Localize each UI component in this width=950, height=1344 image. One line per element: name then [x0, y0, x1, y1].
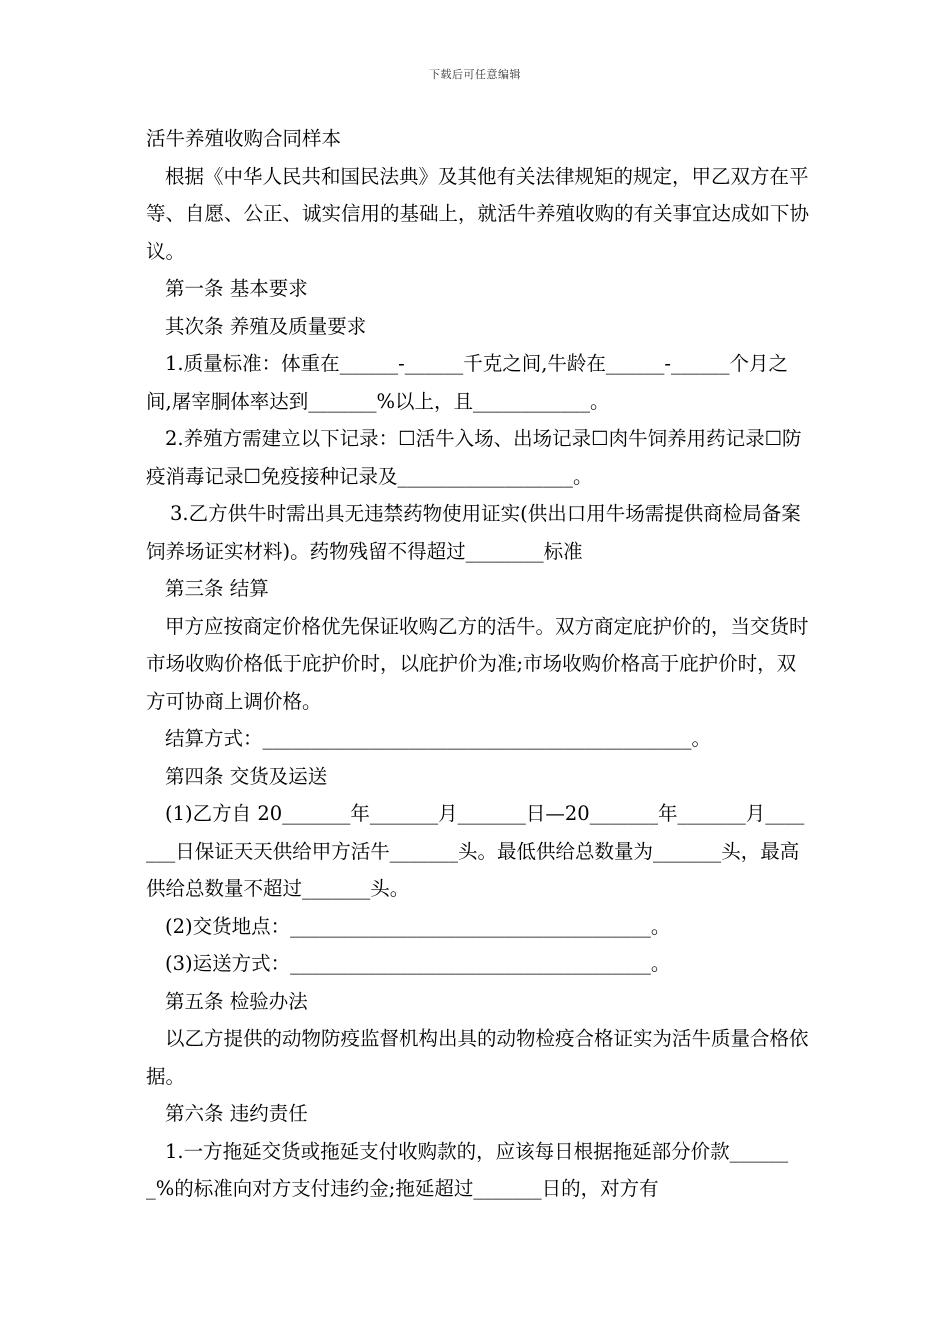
article-4-item-3: (3)运送方式：_____________________________________。 [165, 952, 671, 975]
article-4-item-1: (1)乙方自 20_______年_______月_______日—20_______年_______月_______日保证天天供给甲方活牛_______头。最低供给总数量为_______头，最高供给总数量不超过_______头。 [146, 802, 805, 900]
document-title: 活牛养殖收购合同样本 [146, 127, 342, 150]
article-6-item-1: 1.一方拖延交货或拖延支付收购款的，应该每日根据拖延部分价款_______%的标准向对方支付违约金;拖延超过_______日的，对方有 [146, 1139, 789, 1200]
contract-body [146, 120, 810, 1208]
article-1-heading: 第一条 基本要求 [165, 277, 308, 300]
preamble-paragraph: 根据《中华人民共和国民法典》及其他有关法律规矩的规定，甲乙双方在平等、自愿、公正、诚实信用的基础上，就活牛养殖收购的有关事宜达成如下协议。 [146, 164, 810, 263]
article-6-heading: 第六条 违约责任 [165, 1102, 308, 1125]
article-2-item-3: 3.乙方供牛时需出具无违禁药物使用证实(供出口用牛场需提供商检局备案饲养场证实材料)。药物残留不得超过________标准 [146, 502, 801, 563]
page-header-note: 下载后可任意编辑 [429, 68, 521, 81]
article-3-heading: 第三条 结算 [165, 577, 269, 600]
article-2-item-1: 1.质量标准：体重在______-______千克之间,牛龄在______-______个月之间,屠宰胴体率达到_______%以上，且____________。 [146, 352, 788, 413]
article-4-item-2: (2)交货地点：_____________________________________。 [165, 914, 671, 938]
article-4-heading: 第四条 交货及运送 [165, 764, 328, 788]
article-5-heading: 第五条 检验办法 [165, 989, 308, 1013]
article-3-text: 甲方应按商定价格优先保证收购乙方的活牛。双方商定庇护价的，当交货时市场收购价格低于庇护价时，以庇护价为准;市场收购价格高于庇护价时，双方可协商上调价格。 [146, 614, 809, 713]
article-5-text: 以乙方提供的动物防疫监督机构出具的动物检疫合格证实为活牛质量合格依据。 [146, 1027, 809, 1088]
article-2-heading: 其次条 养殖及质量要求 [165, 314, 367, 338]
article-3-settlement: 结算方式：____________________________________________。 [165, 727, 712, 750]
article-2-item-2: 2.养殖方需建立以下记录：☐活牛入场、出场记录☐肉牛饲养用药记录☐防疫消毒记录☐免疫接种记录及__________________。 [146, 427, 802, 488]
